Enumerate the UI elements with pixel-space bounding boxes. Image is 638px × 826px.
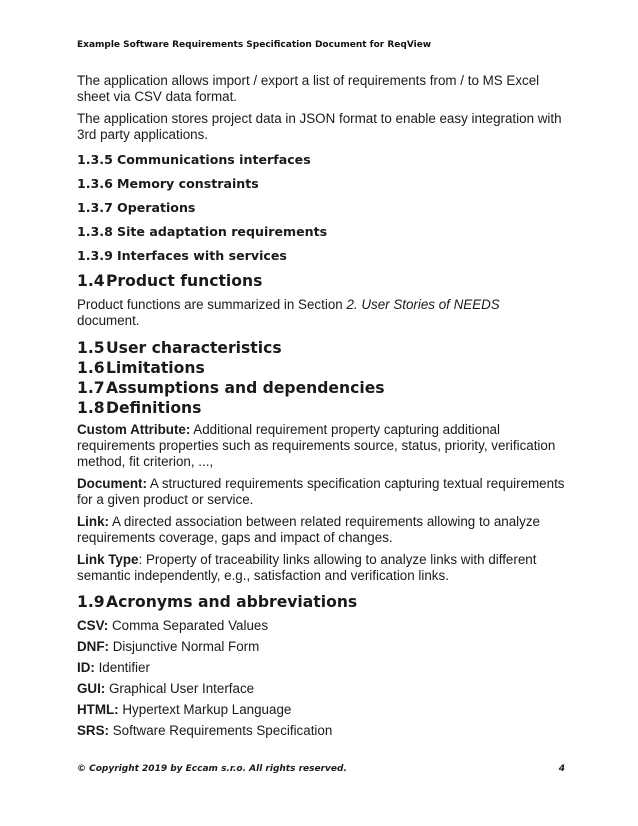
definition-entry [77, 422, 565, 470]
section-heading [77, 398, 565, 418]
definition-text: A structured requirements specification capturing textual requirements for a given product or service. [77, 476, 565, 507]
product-functions-paragraph: Product functions are summarized in Section 2. User Stories of NEEDS document. [77, 297, 500, 328]
acronym-expansion: Graphical User Interface [105, 681, 255, 696]
subsection-number: 1.3.7 [77, 200, 113, 215]
section-heading [77, 592, 565, 612]
acronym-entry [77, 660, 565, 681]
acronym: HTML: [77, 702, 119, 717]
section-number: 1.9 [77, 593, 105, 611]
subsection-heading [77, 247, 565, 271]
section-number: 1.6 [77, 359, 105, 377]
subsection-title: Operations [117, 200, 196, 215]
copyright-notice: © Copyright 2019 by Eccam s.r.o. All rights reserved. [77, 764, 347, 774]
acronym-entry [77, 723, 565, 744]
acronym-expansion: Hypertext Markup Language [118, 702, 292, 717]
subsection-title: Site adaptation requirements [117, 224, 328, 239]
subsection-heading [77, 175, 565, 199]
subsection-heading [77, 199, 565, 223]
acronym: GUI: [77, 681, 106, 696]
intro-paragraph: The application stores project data in JSON format to enable easy integration with 3rd party applications. [77, 111, 562, 142]
definition-entry [77, 476, 565, 508]
section-heading [77, 378, 565, 398]
section-title: Acronyms and abbreviations [106, 593, 358, 611]
intro-paragraph: The application allows import / export a list of requirements from / to MS Excel sheet via CSV data format. [77, 73, 540, 104]
section-number: 1.7 [77, 379, 105, 397]
page-number: 4 [558, 764, 565, 774]
section-number: 1.5 [77, 339, 105, 357]
page-header: Example Software Requirements Specification Document for ReqView [77, 40, 432, 50]
subsection-title: Memory constraints [117, 176, 259, 191]
acronym-entry [77, 702, 565, 723]
subsection-heading [77, 223, 565, 247]
definition-term: Link: [77, 514, 109, 529]
subsection-number: 1.3.8 [77, 224, 113, 239]
page-content [77, 73, 565, 744]
acronym: SRS: [77, 723, 109, 738]
acronym-expansion: Software Requirements Specification [109, 723, 333, 738]
document-reference: 2. User Stories of NEEDS [346, 297, 500, 312]
definition-text: : Property of traceability links allowing to analyze links with different semantic independently, e.g., satisfaction and verification links. [77, 552, 537, 583]
acronym-expansion: Disjunctive Normal Form [108, 639, 260, 654]
subsection-heading [77, 151, 565, 175]
subsection-number: 1.3.5 [77, 152, 113, 167]
subsection-number: 1.3.9 [77, 248, 113, 263]
section-heading [77, 358, 565, 378]
section-number: 1.8 [77, 399, 105, 417]
acronym-entry [77, 681, 565, 702]
section-title: Limitations [106, 359, 205, 377]
definition-term: Custom Attribute: [77, 422, 191, 437]
acronym: CSV: [77, 618, 109, 633]
section-number: 1.4 [77, 272, 105, 290]
definition-text: A directed association between related requirements allowing to analyze requirements coverage, gaps and impact of changes. [77, 514, 540, 545]
acronym-expansion: Comma Separated Values [108, 618, 269, 633]
acronym: DNF: [77, 639, 109, 654]
section-heading [77, 338, 565, 358]
section-title: Assumptions and dependencies [106, 379, 385, 397]
acronym: ID: [77, 660, 95, 675]
subsection-number: 1.3.6 [77, 176, 113, 191]
section-title: Definitions [106, 399, 202, 417]
subsection-title: Communications interfaces [117, 152, 311, 167]
acronym-entry [77, 639, 565, 660]
section-title: User characteristics [106, 339, 282, 357]
definition-text: Additional requirement property capturing additional requirements properties such as requirements source, status, priority, verification method, fit criterion, ..., [77, 422, 556, 469]
acronym-entry [77, 618, 565, 639]
definition-entry [77, 552, 565, 584]
page-footer [77, 764, 565, 774]
definition-term: Link Type [77, 552, 139, 567]
subsection-title: Interfaces with services [117, 248, 287, 263]
section-heading [77, 271, 565, 291]
section-title: Product functions [106, 272, 263, 290]
definition-term: Document: [77, 476, 147, 491]
acronym-expansion: Identifier [94, 660, 150, 675]
definition-entry [77, 514, 565, 546]
